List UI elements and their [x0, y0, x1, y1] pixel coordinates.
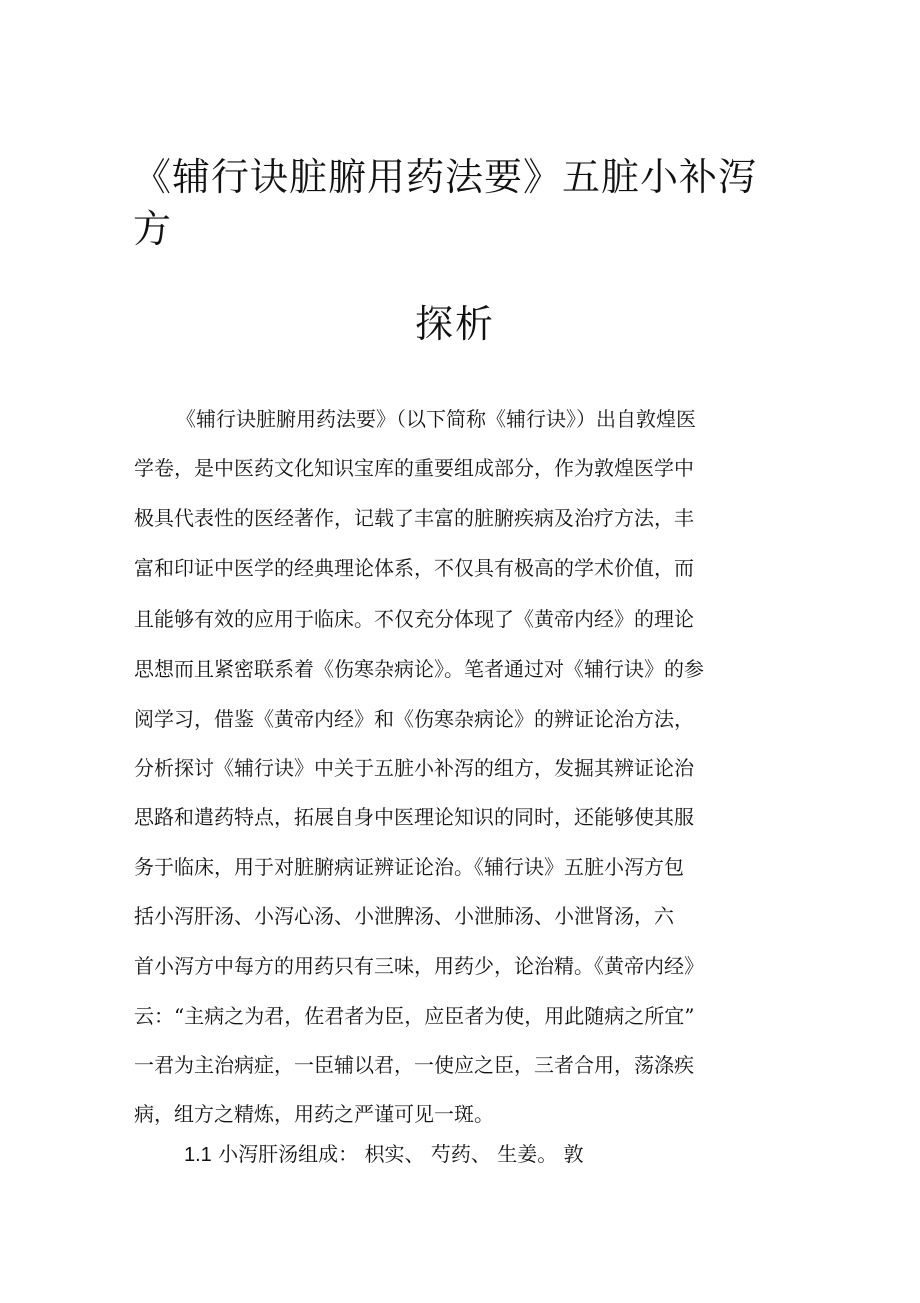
paragraph-line: 首小泻方中每方的用药只有三味，用药少，论治精。《黄帝内经》 [134, 954, 704, 978]
paragraph-line: 云：“主病之为君，佐君者为臣，应臣者为使，用此随病之所宜” [134, 1004, 695, 1028]
section-heading [184, 1141, 584, 1168]
section-number: 1.1 [184, 1144, 212, 1166]
paragraph-line: 且能够有效的应用于临床。不仅充分体现了《黄帝内经》的理论 [134, 607, 694, 631]
document-title-line-2: 方 [133, 207, 173, 251]
paragraph-line: 富和印证中医学的经典理论体系，不仅具有极高的学术价值，而 [134, 556, 694, 580]
paragraph-line: 一君为主治病症，一臣辅以君，一使应之臣，三者合用，荡涤疾 [134, 1053, 694, 1077]
paragraph-line: 极具代表性的医经著作，记载了丰富的脏腑疾病及治疗方法，丰 [134, 506, 694, 530]
paragraph-line: 病，组方之精炼，用药之严谨可见一斑。 [134, 1102, 494, 1126]
section-text: 小泻肝汤组成： 枳实、 芍药、 生姜。 敦 [218, 1142, 584, 1166]
paragraph-line: 括小泻肝汤、小泻心汤、小泄脾汤、小泄肺汤、小泄肾汤，六 [134, 904, 674, 928]
paragraph-line: 阅学习，借鉴《黄帝内经》和《伤寒杂病论》的辨证论治方法， [134, 707, 694, 731]
paragraph-line: 分析探讨《辅行诀》中关于五脏小补泻的组方，发掘其辨证论治 [134, 756, 694, 780]
document-subtitle: 探析 [414, 302, 495, 346]
paragraph-line: 思想而且紧密联系着《伤寒杂病论》。笔者通过对《辅行诀》的参 [134, 657, 704, 681]
document-title-line-1: 《辅行诀脏腑用药法要》五脏小补泻 [133, 155, 758, 199]
paragraph-line: 《辅行诀脏腑用药法要》（以下简称《辅行诀》）出自敦煌医 [176, 407, 696, 431]
paragraph-line: 思路和遣药特点，拓展自身中医理论知识的同时，还能够使其服 [134, 805, 694, 829]
paragraph-line: 学卷，是中医药文化知识宝库的重要组成部分，作为敦煌医学中 [134, 456, 694, 480]
paragraph-line: 务于临床，用于对脏腑病证辨证论治。《辅行诀》五脏小泻方包 [134, 855, 684, 879]
